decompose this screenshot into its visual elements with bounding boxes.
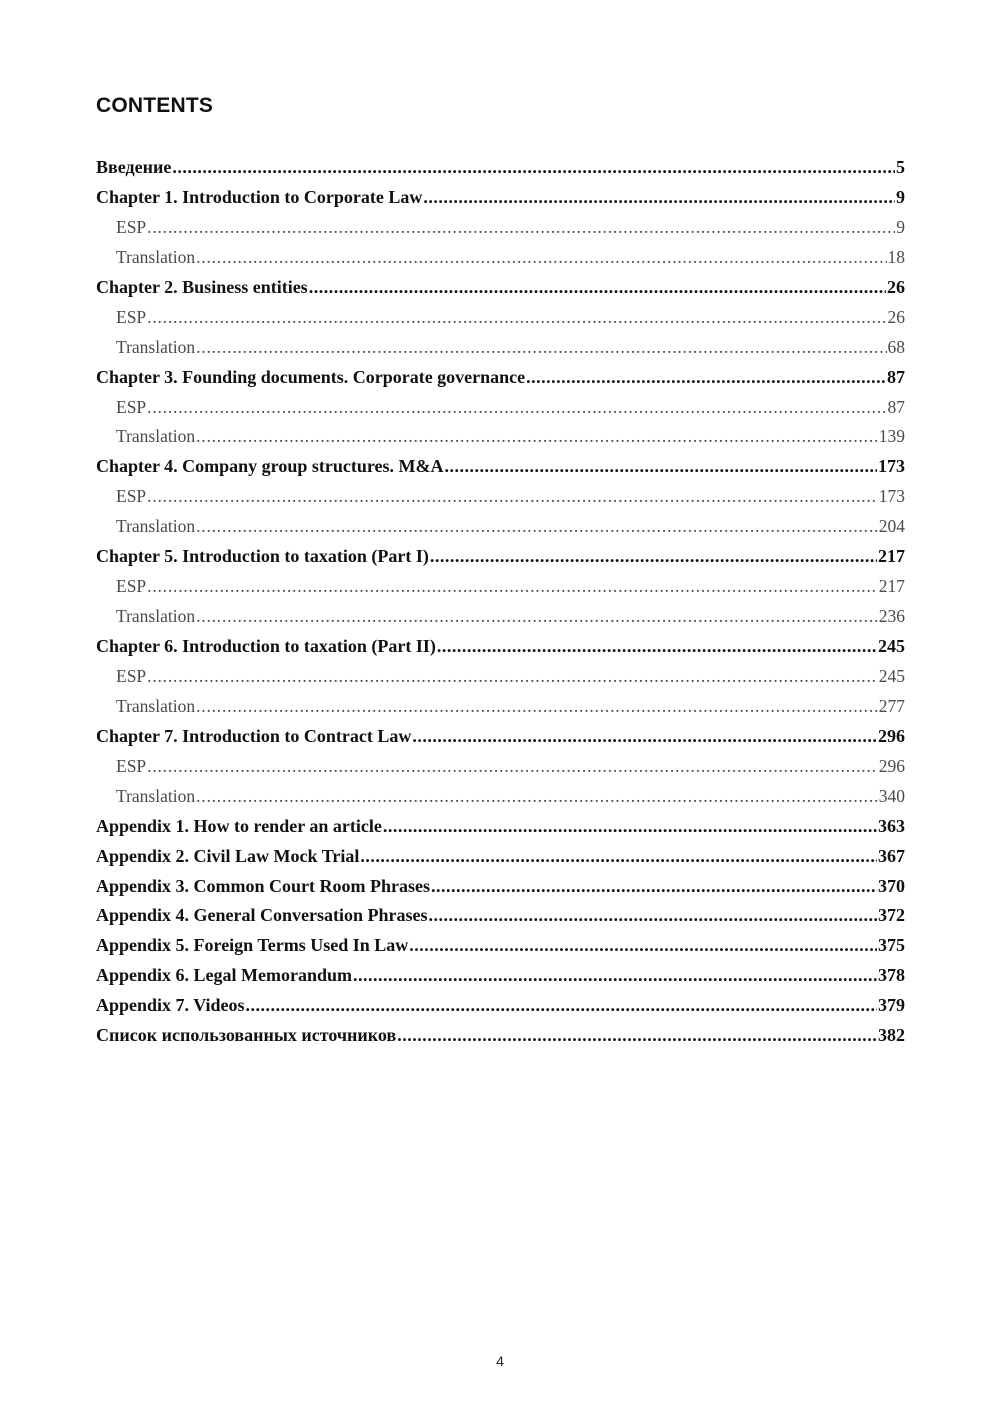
toc-entry-title: Appendix 3. Common Court Room Phrases bbox=[96, 875, 431, 896]
toc-entry-page: 370 bbox=[878, 875, 905, 896]
toc-entry-title: ESP bbox=[116, 576, 147, 597]
toc-entry-page: 87 bbox=[887, 396, 905, 417]
toc-entry[interactable] bbox=[96, 183, 905, 213]
toc-dot-leader bbox=[196, 602, 878, 632]
toc-dot-leader bbox=[526, 363, 886, 393]
toc-entry[interactable] bbox=[96, 931, 905, 961]
toc-subentry[interactable] bbox=[96, 602, 905, 632]
toc-dot-leader bbox=[409, 931, 877, 961]
toc-entry-page: 9 bbox=[896, 216, 905, 237]
toc-entry[interactable] bbox=[96, 153, 905, 183]
toc-dot-leader bbox=[383, 812, 877, 842]
toc-entry-page: 375 bbox=[878, 935, 905, 956]
toc-entry-title: Chapter 3. Founding documents. Corporate governance bbox=[96, 366, 526, 387]
toc-entry-page: 296 bbox=[878, 755, 905, 776]
toc-dot-leader bbox=[431, 872, 877, 902]
toc-subentry[interactable] bbox=[96, 303, 905, 333]
toc-dot-leader bbox=[147, 752, 878, 782]
toc-entry-title: Appendix 2. Civil Law Mock Trial bbox=[96, 845, 360, 866]
toc-entry-title: Translation bbox=[116, 785, 196, 806]
toc-dot-leader bbox=[353, 961, 877, 991]
toc-dot-leader bbox=[147, 393, 886, 423]
toc-entry-title: Chapter 5. Introduction to taxation (Part I) bbox=[96, 546, 429, 567]
toc-entry-page: 26 bbox=[887, 306, 905, 327]
toc-dot-leader bbox=[196, 512, 878, 542]
toc-subentry[interactable] bbox=[96, 393, 905, 423]
toc-entry-page: 173 bbox=[878, 486, 905, 507]
toc-dot-leader bbox=[430, 542, 877, 572]
table-of-contents bbox=[96, 153, 905, 1051]
toc-entry-page: 9 bbox=[896, 186, 905, 207]
toc-entry-page: 68 bbox=[887, 336, 905, 357]
toc-entry-title: Translation bbox=[116, 246, 196, 267]
toc-entry[interactable] bbox=[96, 632, 905, 662]
toc-entry-page: 5 bbox=[896, 157, 905, 177]
toc-entry-title: Translation bbox=[116, 426, 196, 447]
toc-dot-leader bbox=[412, 722, 877, 752]
toc-entry[interactable] bbox=[96, 812, 905, 842]
toc-entry-page: 139 bbox=[878, 426, 905, 447]
toc-entry-title: Translation bbox=[116, 336, 196, 357]
toc-entry-title: Translation bbox=[116, 695, 196, 716]
toc-entry-title: Translation bbox=[116, 516, 196, 537]
toc-entry-page: 382 bbox=[878, 1025, 905, 1046]
toc-entry-title: Chapter 7. Introduction to Contract Law bbox=[96, 725, 412, 746]
toc-entry-page: 217 bbox=[878, 576, 905, 597]
toc-dot-leader bbox=[147, 572, 878, 602]
toc-entry-page: 296 bbox=[878, 725, 905, 746]
toc-entry-page: 217 bbox=[878, 546, 905, 567]
toc-entry-page: 236 bbox=[878, 606, 905, 627]
toc-entry-title: Appendix 1. How to render an article bbox=[96, 815, 382, 836]
contents-heading: CONTENTS bbox=[96, 94, 214, 117]
toc-entry[interactable] bbox=[96, 842, 905, 872]
toc-dot-leader bbox=[437, 632, 877, 662]
toc-entry-page: 204 bbox=[878, 516, 905, 537]
toc-entry-page: 372 bbox=[878, 905, 905, 926]
toc-dot-leader bbox=[423, 183, 895, 213]
toc-entry-page: 379 bbox=[878, 995, 905, 1016]
toc-entry-title: Translation bbox=[116, 606, 196, 627]
toc-subentry[interactable] bbox=[96, 662, 905, 692]
toc-dot-leader bbox=[360, 842, 877, 872]
toc-subentry[interactable] bbox=[96, 482, 905, 512]
toc-entry-title: ESP bbox=[116, 306, 147, 327]
toc-entry-page: 173 bbox=[878, 456, 905, 477]
toc-dot-leader bbox=[196, 692, 878, 722]
toc-entry[interactable] bbox=[96, 273, 905, 303]
toc-dot-leader bbox=[147, 213, 895, 243]
toc-entry-title: ESP bbox=[116, 216, 147, 237]
toc-entry-title: Chapter 2. Business entities bbox=[96, 276, 308, 297]
toc-entry[interactable] bbox=[96, 722, 905, 752]
toc-dot-leader bbox=[246, 991, 877, 1021]
toc-entry-page: 245 bbox=[878, 665, 905, 686]
toc-entry-page: 245 bbox=[878, 636, 905, 656]
toc-dot-leader bbox=[172, 153, 895, 183]
toc-entry[interactable] bbox=[96, 961, 905, 991]
toc-subentry[interactable] bbox=[96, 512, 905, 542]
page-number: 4 bbox=[496, 1353, 504, 1369]
toc-entry[interactable] bbox=[96, 991, 905, 1021]
toc-entry[interactable] bbox=[96, 1021, 905, 1051]
toc-entry-title: Список использованных источников bbox=[96, 1025, 397, 1046]
toc-entry[interactable] bbox=[96, 542, 905, 572]
toc-entry-page: 18 bbox=[887, 246, 905, 267]
toc-dot-leader bbox=[196, 243, 886, 273]
toc-dot-leader bbox=[196, 422, 878, 452]
toc-subentry[interactable] bbox=[96, 243, 905, 273]
toc-entry-title: Chapter 6. Introduction to taxation (Part II) bbox=[96, 636, 436, 656]
toc-dot-leader bbox=[397, 1021, 877, 1051]
toc-entry-title: Appendix 6. Legal Memorandum bbox=[96, 965, 353, 986]
toc-entry-title: Appendix 4. General Conversation Phrases bbox=[96, 905, 428, 926]
toc-dot-leader bbox=[147, 662, 878, 692]
toc-entry-page: 363 bbox=[878, 815, 905, 836]
toc-entry-page: 340 bbox=[878, 785, 905, 806]
toc-entry-title: Appendix 5. Foreign Terms Used In Law bbox=[96, 935, 409, 956]
toc-dot-leader bbox=[147, 482, 878, 512]
toc-dot-leader bbox=[309, 273, 886, 303]
toc-entry-title: ESP bbox=[116, 665, 147, 686]
toc-entry-title: ESP bbox=[116, 755, 147, 776]
toc-entry-page: 277 bbox=[878, 695, 905, 716]
toc-subentry[interactable] bbox=[96, 692, 905, 722]
toc-entry-title: Chapter 1. Introduction to Corporate Law bbox=[96, 186, 423, 207]
toc-entry-title: Введение bbox=[96, 157, 172, 177]
toc-dot-leader bbox=[429, 901, 877, 931]
toc-entry-title: ESP bbox=[116, 486, 147, 507]
toc-subentry[interactable] bbox=[96, 333, 905, 363]
toc-dot-leader bbox=[147, 303, 886, 333]
toc-subentry[interactable] bbox=[96, 752, 905, 782]
toc-entry-page: 378 bbox=[878, 965, 905, 986]
toc-entry[interactable] bbox=[96, 872, 905, 902]
toc-entry[interactable] bbox=[96, 452, 905, 482]
toc-entry-page: 87 bbox=[887, 366, 905, 387]
toc-subentry[interactable] bbox=[96, 572, 905, 602]
toc-dot-leader bbox=[196, 333, 886, 363]
toc-subentry[interactable] bbox=[96, 782, 905, 812]
toc-entry-title: Chapter 4. Company group structures. M&A bbox=[96, 456, 444, 477]
toc-subentry[interactable] bbox=[96, 213, 905, 243]
toc-dot-leader bbox=[196, 782, 878, 812]
toc-entry-title: ESP bbox=[116, 396, 147, 417]
toc-entry[interactable] bbox=[96, 363, 905, 393]
toc-entry-page: 367 bbox=[878, 845, 905, 866]
toc-entry-title: Appendix 7. Videos bbox=[96, 995, 245, 1016]
toc-dot-leader bbox=[445, 452, 877, 482]
toc-entry[interactable] bbox=[96, 901, 905, 931]
toc-entry-page: 26 bbox=[887, 276, 905, 297]
toc-subentry[interactable] bbox=[96, 422, 905, 452]
